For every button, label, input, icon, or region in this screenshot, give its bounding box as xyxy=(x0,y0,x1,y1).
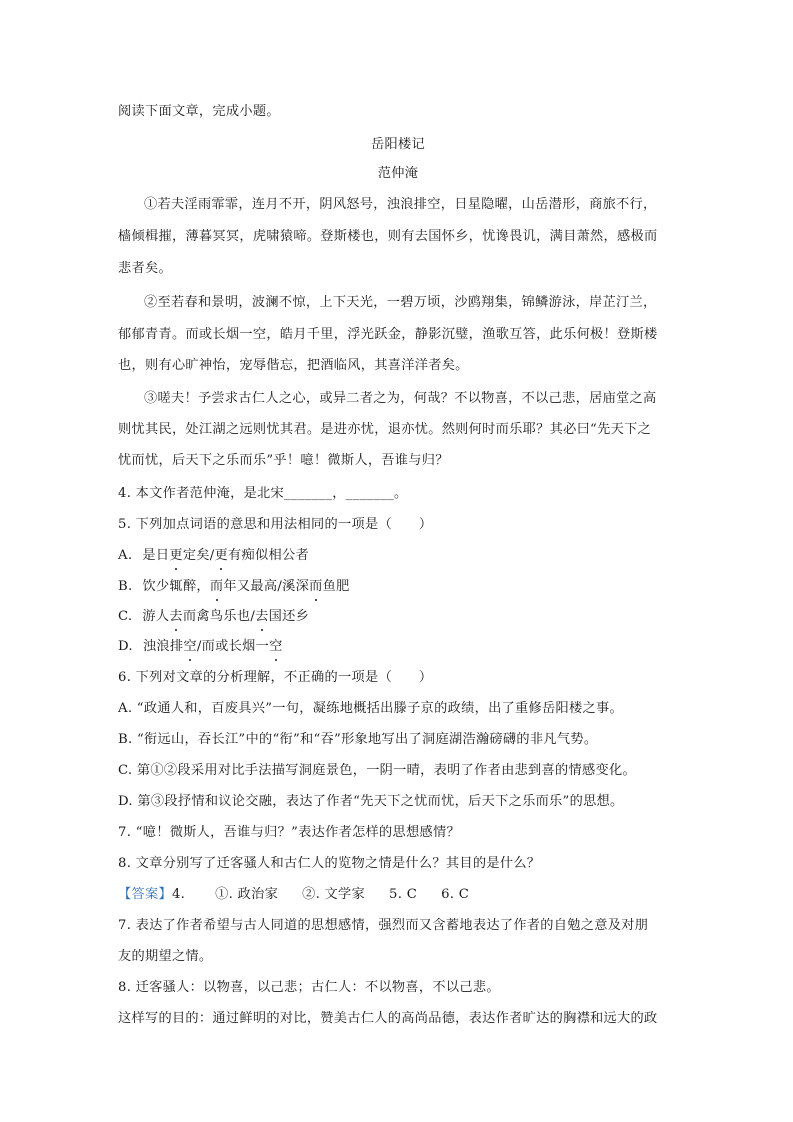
paragraph-3-line-3: 忧而忧，后天下之乐而乐”乎！噫！微斯人，吾谁与归？ xyxy=(118,453,449,468)
paragraph-3-line-2: 则忧其民，处江湖之远则忧其君。是进亦忧，退亦忧。然则何时而乐耶？其必曰“先天下之 xyxy=(118,422,652,437)
question-6-stem: 6. 下列对文章的分析理解，不正确的一项是（ ） xyxy=(118,670,433,685)
question-5-stem: 5. 下列加点词语的意思和用法相同的一项是（ ） xyxy=(118,517,433,532)
option-text: 有痴似相公者 xyxy=(228,548,309,563)
answer-q7-line-2: 友的期望之情。 xyxy=(118,949,213,964)
paragraph-2-line-3: 也，则有心旷神怡，宠辱偕忘，把酒临风，其喜洋洋者矣。 xyxy=(118,358,469,373)
instruction-text: 阅读下面文章，完成小题。 xyxy=(118,104,280,119)
option-text: /而或长烟一 xyxy=(196,639,270,654)
question-4: 4. 本文作者范仲淹，是北宋_______，_______。 xyxy=(118,486,408,501)
dotted-word: 空 xyxy=(269,637,283,657)
question-6-option-b: B. “衔远山，吞长江”中的“衔”和“吞”形象地写出了洞庭湖浩瀚磅礴的非凡气势。 xyxy=(118,732,598,747)
option-text: 国还乡 xyxy=(268,609,310,624)
paragraph-3-line-1: ③嗟夫！予尝求古仁人之心，或异二者之为，何哉？不以物喜，不以己悲，居庙堂之高 xyxy=(144,391,657,406)
answer-q4-2: ②. 文学家 xyxy=(302,887,366,902)
question-7: 7. “噫！微斯人，吾谁与归？”表达作者怎样的思想感情？ xyxy=(118,825,460,840)
question-8: 8. 文章分别写了迁客骚人和古仁人的览物之情是什么？其目的是什么？ xyxy=(118,856,541,871)
option-text: 定矣/ xyxy=(182,548,215,563)
paragraph-1-line-2: 樯倾楫摧，薄暮冥冥，虎啸猿啼。登斯楼也，则有去国怀乡，忧谗畏讥，满目萧然，感极而 xyxy=(118,229,658,244)
option-text: 是日 xyxy=(142,548,170,563)
answer-q8-line-2: 这样写的目的：通过鲜明的对比，赞美古仁人的高尚品德，表达作者旷达的胸襟和远大的政 xyxy=(118,1011,658,1026)
answer-q4-1: ①. 政治家 xyxy=(215,887,279,902)
dotted-word: 更 xyxy=(215,546,229,566)
paragraph-2-line-1: ②至若春和景明，波澜不惊，上下天光，一碧万顷，沙鸥翔集，锦鳞游泳，岸芷汀兰， xyxy=(144,295,657,310)
dotted-word: 更 xyxy=(169,546,183,566)
article-title: 岳阳楼记 xyxy=(371,137,425,152)
option-text: 年又最高/溪深 xyxy=(223,579,310,594)
question-6-option-a: A. “政通人和，百废具兴”一句，凝练地概括出滕子京的政绩，出了重修岳阳楼之事。 xyxy=(118,701,623,716)
option-text: 饮少辄醉， xyxy=(142,579,210,594)
answer-q8-line-1: 8. 迁客骚人：以物喜，以己悲；古仁人：不以物喜，不以己悲。 xyxy=(118,980,500,995)
dotted-word: 而 xyxy=(309,577,323,597)
dotted-word: 去 xyxy=(255,607,269,627)
option-label: C. xyxy=(118,609,133,624)
answer-q5: 5. C xyxy=(389,887,418,902)
option-label: B. xyxy=(118,579,133,594)
answer-q4-label: 4. xyxy=(171,887,186,902)
option-label: D. xyxy=(118,639,133,654)
question-5-option-c xyxy=(118,607,309,627)
dotted-word: 空 xyxy=(183,637,197,657)
question-5-option-b xyxy=(118,577,350,597)
paragraph-2-line-2: 郁郁青青。而或长烟一空，皓月千里，浮光跃金，静影沉璧，渔歌互答，此乐何极！登斯楼 xyxy=(118,327,658,342)
option-text: 游人 xyxy=(142,609,170,624)
option-label: A. xyxy=(118,548,133,563)
option-text: 鱼肥 xyxy=(322,579,350,594)
option-text: 而禽鸟乐也/ xyxy=(182,609,256,624)
dotted-word: 而 xyxy=(210,577,224,597)
question-6-option-d: D. 第③段抒情和议论交融，表达了作者“先天下之忧而忧，后天下之乐而乐”的思想。 xyxy=(118,794,624,809)
answer-q7-line-1: 7. 表达了作者希望与古人同道的思想感情，强烈而又含蓄地表达了作者的自勉之意及对朋 xyxy=(118,918,649,933)
paragraph-1-line-3: 悲者矣。 xyxy=(118,261,172,276)
dotted-word: 去 xyxy=(169,607,183,627)
answer-tag: 【答案】 xyxy=(118,887,172,902)
question-6-option-c: C. 第①②段采用对比手法描写洞庭景色，一阴一晴，表明了作者由悲到喜的情感变化。 xyxy=(118,763,636,778)
option-text: 浊浪排 xyxy=(142,639,184,654)
answer-q6: 6. C xyxy=(441,887,470,902)
question-5-option-d xyxy=(118,637,283,657)
article-author: 范仲淹 xyxy=(377,166,419,181)
question-5-option-a xyxy=(118,546,309,566)
answer-line-1 xyxy=(118,885,469,905)
paragraph-1-line-1: ①若夫淫雨霏霏，连月不开，阴风怒号，浊浪排空，日星隐曜，山岳潜形，商旅不行， xyxy=(144,197,657,212)
